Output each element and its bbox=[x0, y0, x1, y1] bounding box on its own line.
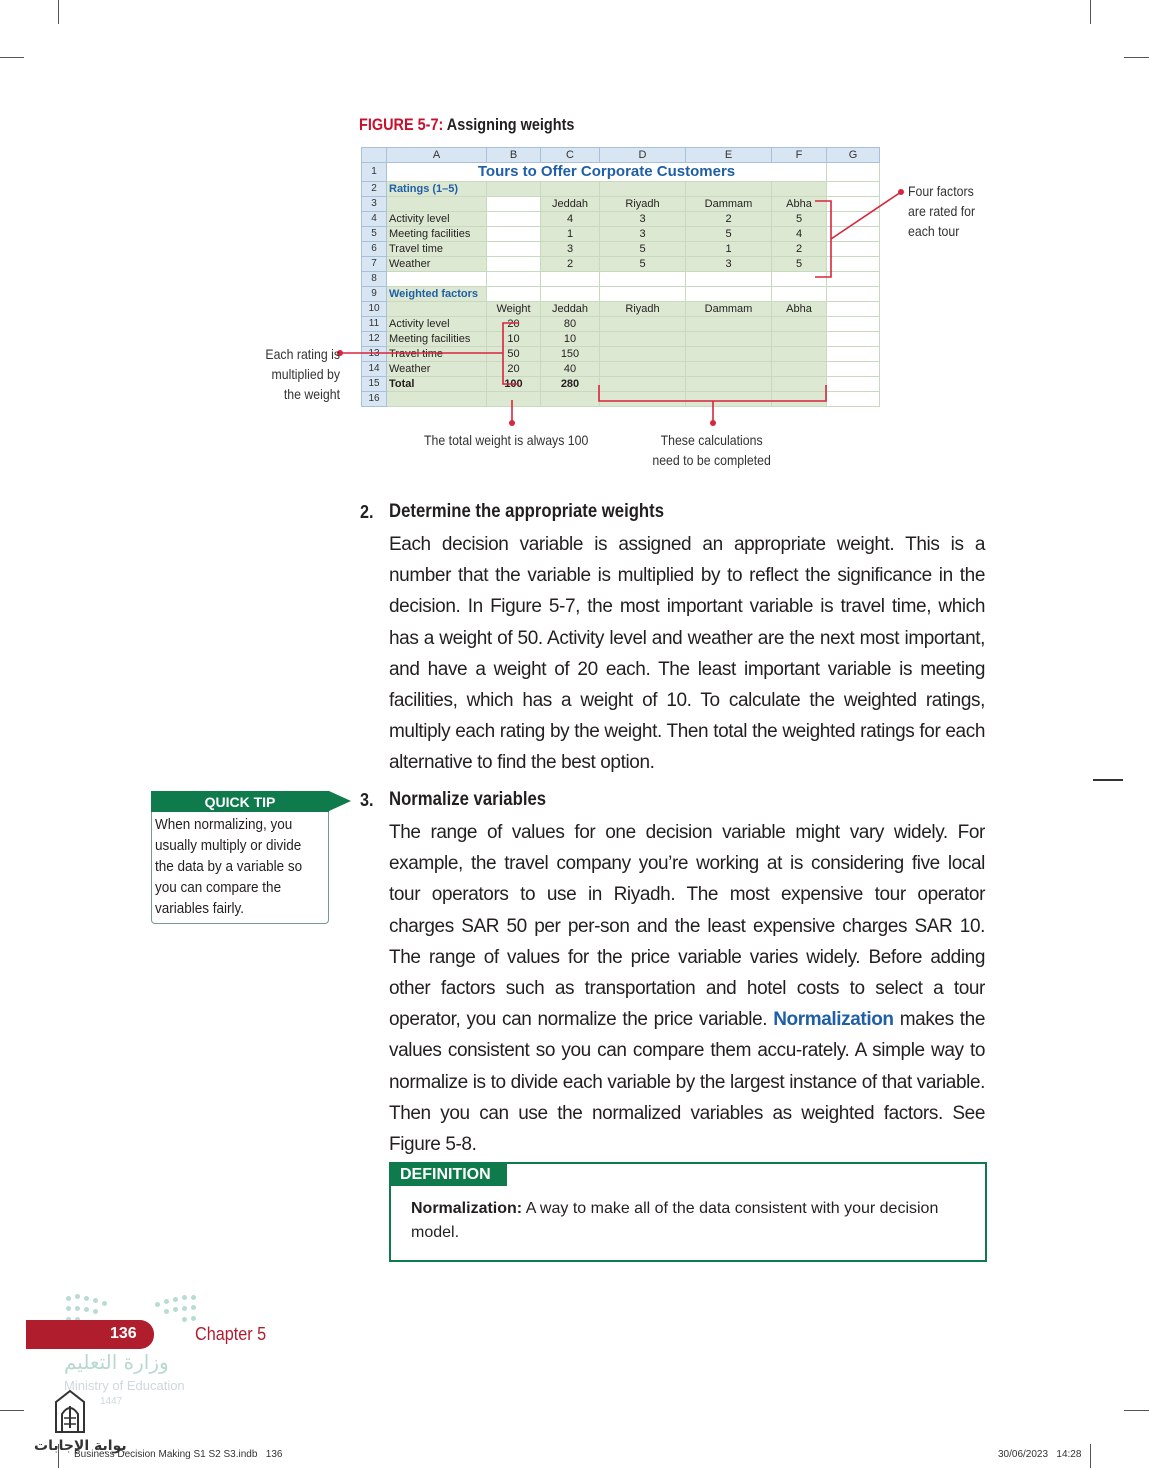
weighted-cell: 80 bbox=[541, 317, 600, 332]
factor-label: Activity level bbox=[387, 317, 487, 332]
weighted-label: Weighted factors bbox=[387, 287, 487, 302]
factor-label: Activity level bbox=[387, 212, 487, 227]
sheet-row: 2 Ratings (1–5) bbox=[362, 182, 880, 197]
factor-label: Meeting facilities bbox=[387, 227, 487, 242]
total-jeddah: 280 bbox=[541, 377, 600, 392]
city-header: Jeddah bbox=[541, 197, 600, 212]
factor-label: Travel time bbox=[387, 242, 487, 257]
step-body: Each decision variable is assigned an appropriate weight. This is a number that the variable is multiplied by to reflect the significance in the decision. In Figure 5-7, the most important variable is travel time, which has a weight of 50. Activity level and weather are the next most important, and have a weight of 20 each. The least important variable is meeting facilities, which has a weight of 10. To calculate the weighted ratings, multiply each rating by the weight. Then total the weighted ratings for each alternative to find the best option. bbox=[389, 534, 985, 774]
rating-cell: 1 bbox=[686, 242, 772, 257]
footer-datetime: 30/06/2023 14:28 bbox=[998, 1449, 1082, 1460]
quick-tip-label: QUICK TIP bbox=[204, 794, 276, 810]
ministry-name-en: Ministry of Education bbox=[64, 1378, 185, 1393]
quick-tip-text: When normalizing, you usually multiply or divide the data by a variable so you can compare the variables fairly. bbox=[155, 816, 303, 917]
sheet-row: 7 Weather 2 5 3 5 bbox=[362, 257, 880, 272]
dot-four-factors bbox=[898, 189, 904, 195]
step-title: Normalize variables bbox=[389, 789, 547, 810]
city-header: Dammam bbox=[686, 302, 772, 317]
page-number: 136 bbox=[110, 1325, 137, 1342]
weight-cell: 20 bbox=[487, 317, 541, 332]
city-header: Dammam bbox=[686, 197, 772, 212]
sheet-row: 9 Weighted factors bbox=[362, 287, 880, 302]
city-header: Riyadh bbox=[600, 302, 686, 317]
col-header: E bbox=[686, 148, 772, 163]
sheet-row: 11 Activity level 20 80 bbox=[362, 317, 880, 332]
city-header: Abha bbox=[772, 302, 827, 317]
bracket-weights bbox=[503, 323, 519, 384]
footer-file-info: Business Decision Making S1 S2 S3.indb 136 bbox=[74, 1449, 283, 1460]
crop-mark bbox=[1093, 779, 1123, 781]
sheet-row: 12 Meeting facilities 10 10 bbox=[362, 332, 880, 347]
rating-cell: 1 bbox=[541, 227, 600, 242]
bracket-four-factors bbox=[815, 201, 831, 277]
chapter-label: Chapter 5 bbox=[195, 1324, 267, 1344]
sheet-row: 10 Weight Jeddah Riyadh Dammam Abha bbox=[362, 302, 880, 317]
callout-lines bbox=[0, 0, 1149, 480]
weighted-cell: 150 bbox=[541, 347, 600, 362]
weight-cell: 50 bbox=[487, 347, 541, 362]
rating-cell: 5 bbox=[600, 242, 686, 257]
total-label: Total bbox=[387, 377, 487, 392]
rating-cell: 3 bbox=[600, 212, 686, 227]
figure-caption: FIGURE 5-7: Assigning weights bbox=[359, 115, 575, 134]
row-number: 1 bbox=[362, 163, 387, 182]
site-name-ar: بوابة الإجابات bbox=[34, 1438, 127, 1454]
weighted-cell: 10 bbox=[541, 332, 600, 347]
city-header: Riyadh bbox=[600, 197, 686, 212]
rating-cell: 4 bbox=[772, 227, 827, 242]
bracket-calculations bbox=[599, 385, 826, 401]
rating-cell: 3 bbox=[541, 242, 600, 257]
definition-label: DEFINITION bbox=[391, 1164, 507, 1186]
quick-tip-arrow bbox=[329, 791, 351, 811]
ministry-year: 1447 bbox=[100, 1396, 123, 1407]
site-logo-icon bbox=[48, 1388, 92, 1438]
factor-label: Meeting facilities bbox=[387, 332, 487, 347]
weight-cell: 20 bbox=[487, 362, 541, 377]
crop-mark bbox=[0, 1410, 24, 1411]
weight-cell: 10 bbox=[487, 332, 541, 347]
rating-cell: 5 bbox=[600, 257, 686, 272]
city-header: Jeddah bbox=[541, 302, 600, 317]
sheet-row: 16 bbox=[362, 392, 880, 407]
sheet-row: 6 Travel time 3 5 1 2 bbox=[362, 242, 880, 257]
ratings-label: Ratings (1–5) bbox=[387, 182, 487, 197]
crop-mark bbox=[1090, 1444, 1091, 1468]
definition-text: Normalization: A way to make all of the data consistent with your decision model. bbox=[411, 1200, 939, 1241]
rating-cell: 5 bbox=[772, 212, 827, 227]
rating-cell: 5 bbox=[772, 257, 827, 272]
col-header: A bbox=[387, 148, 487, 163]
rating-cell: 3 bbox=[686, 257, 772, 272]
sheet-row: 4 Activity level 4 3 2 5 bbox=[362, 212, 880, 227]
factor-label: Travel time bbox=[387, 347, 487, 362]
callout-total-weight: The total weight is always 100 bbox=[424, 432, 589, 448]
keyword-normalization: Normalization bbox=[773, 1009, 894, 1031]
step-title: Determine the appropriate weights bbox=[389, 501, 665, 522]
factor-label: Weather bbox=[387, 257, 487, 272]
step-number: 3. bbox=[360, 790, 374, 810]
rating-cell: 2 bbox=[686, 212, 772, 227]
rating-cell: 2 bbox=[541, 257, 600, 272]
sheet-row: 8 bbox=[362, 272, 880, 287]
factor-label: Weather bbox=[387, 362, 487, 377]
crop-mark bbox=[1124, 1410, 1149, 1411]
total-weight: 100 bbox=[487, 377, 541, 392]
col-header: D bbox=[600, 148, 686, 163]
sheet-row: 5 Meeting facilities 1 3 5 4 bbox=[362, 227, 880, 242]
rating-cell: 3 bbox=[600, 227, 686, 242]
city-header: Abha bbox=[772, 197, 827, 212]
callout-each-rating: Each rating is multiplied by the weight bbox=[265, 346, 340, 402]
sheet-title: Tours to Offer Corporate Customers bbox=[477, 163, 736, 180]
col-header: C bbox=[541, 148, 600, 163]
rating-cell: 4 bbox=[541, 212, 600, 227]
rating-cell: 5 bbox=[686, 227, 772, 242]
step-body: The range of values for one decision variable might vary widely. For example, the travel company you’re working at is considering five local tour operators to use in Riyadh. The most expensive tour operator charges SAR 50 per per-son and the least expensive charges SAR 10. The range of values for the price variable varies widely. Before adding other factors such as transportation and hotel costs to select a tour operator, you can normalize the price variable. Normalization makes the values consistent so you can compare them accu-rately. A simple way to normalize is to divide each variable by the largest instance of that variable. Then you can use the normalized variables as weighted factors. See Figure 5-8. bbox=[389, 822, 985, 1156]
sheet-row: 13 Travel time 50 150 bbox=[362, 347, 880, 362]
step-number: 2. bbox=[360, 502, 374, 522]
weighted-cell: 40 bbox=[541, 362, 600, 377]
sheet-row: 15 Total 100 280 bbox=[362, 377, 880, 392]
col-header: B bbox=[487, 148, 541, 163]
sheet-row: 14 Weather 20 40 bbox=[362, 362, 880, 377]
ministry-name-ar: وزارة التعليم bbox=[64, 1350, 169, 1374]
dot-total-weight bbox=[509, 420, 515, 426]
callout-calculations: These calculations need to be completed bbox=[652, 432, 771, 468]
weight-header: Weight bbox=[487, 302, 541, 317]
line-four-factors bbox=[831, 192, 901, 239]
sheet-row: 3 Jeddah Riyadh Dammam Abha bbox=[362, 197, 880, 212]
col-header: F bbox=[772, 148, 827, 163]
col-header: G bbox=[827, 148, 880, 163]
dot-calculations bbox=[710, 420, 716, 426]
callout-four-factors: Four factors are rated for each tour bbox=[908, 183, 976, 239]
rating-cell: 2 bbox=[772, 242, 827, 257]
